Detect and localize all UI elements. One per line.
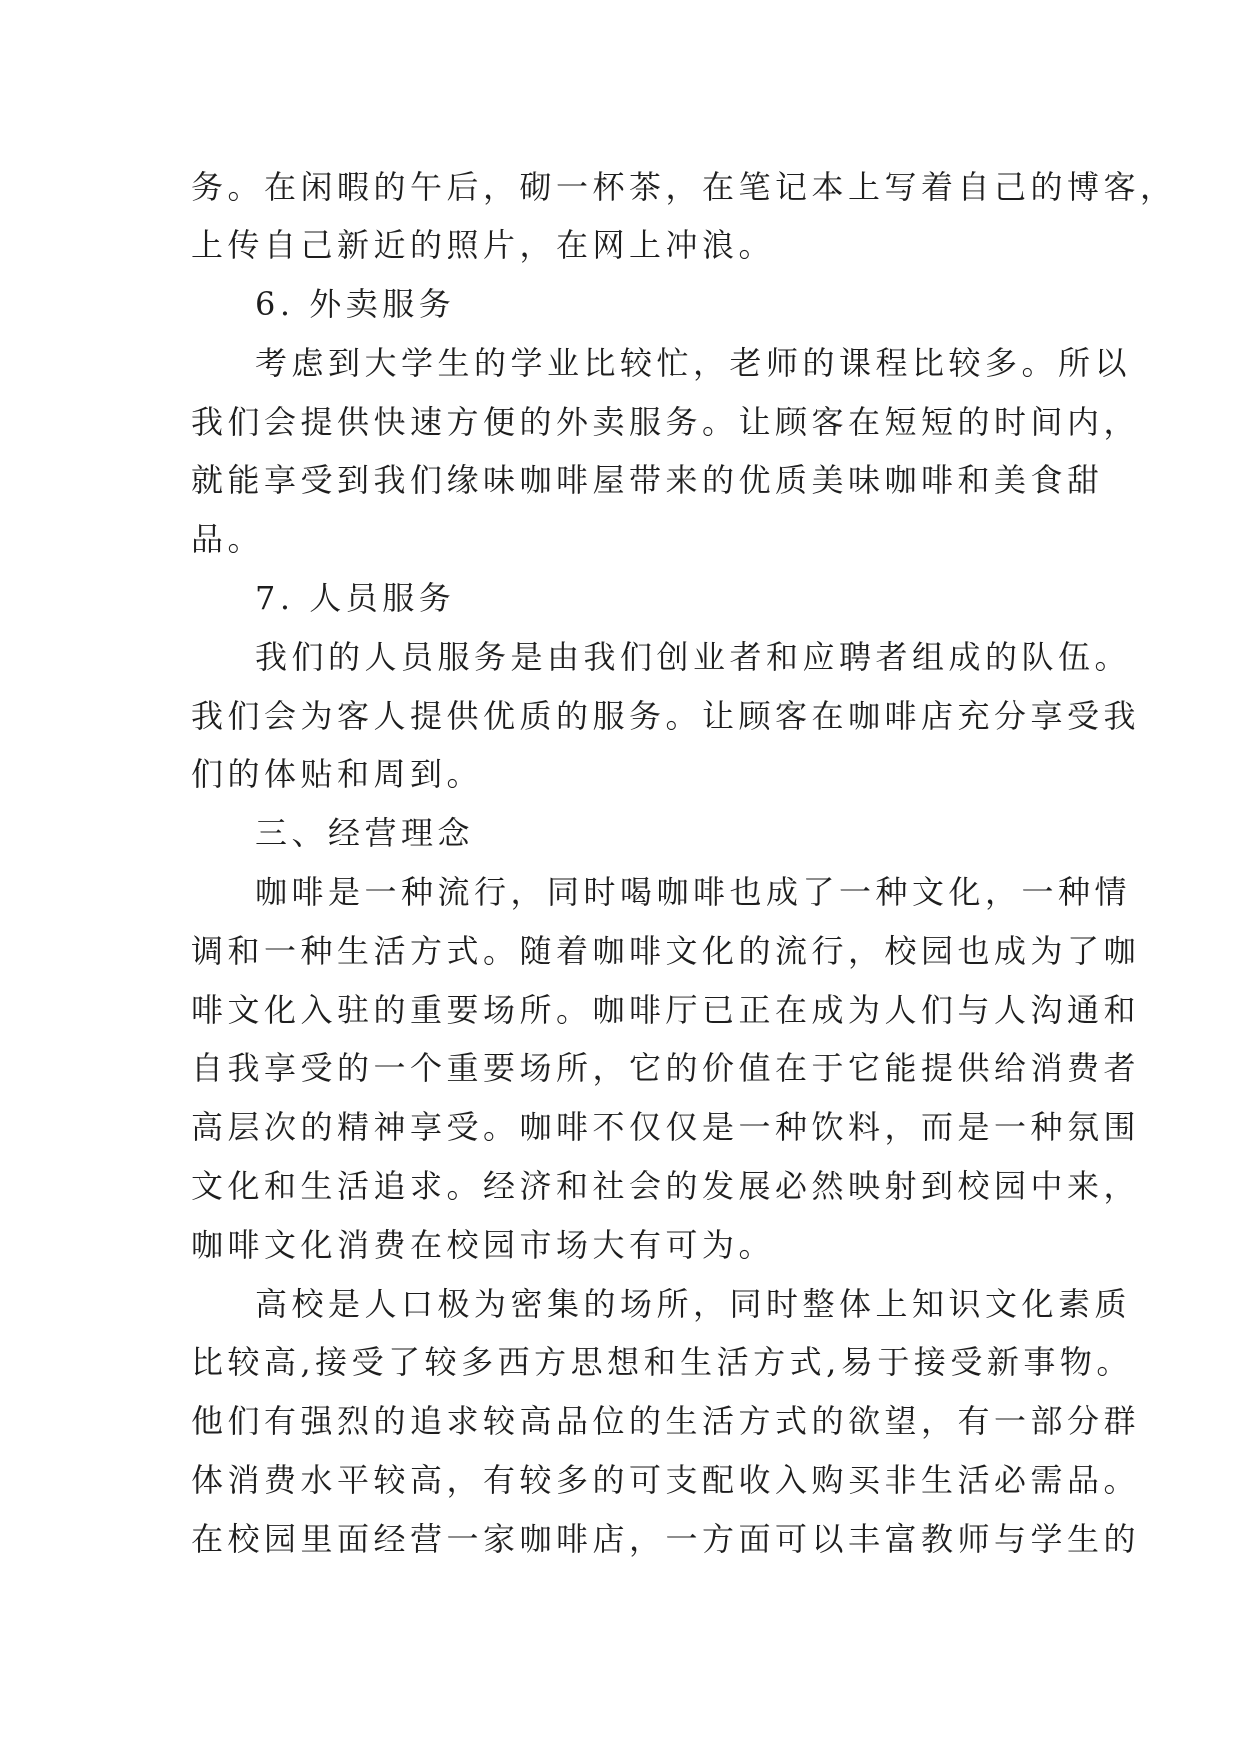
text-line: 咖啡是一种流行，同时喝咖啡也成了一种文化，一种情 xyxy=(255,873,1132,911)
text-line: 就能享受到我们缘味咖啡屋带来的优质美味咖啡和美食甜 xyxy=(191,461,1104,499)
text-line: 自我享受的一个重要场所，它的价值在于它能提供给消费者 xyxy=(191,1049,1141,1087)
text-line: 我们的人员服务是由我们创业者和应聘者组成的队伍。 xyxy=(255,638,1132,676)
text-line: 咖啡文化消费在校园市场大有可为。 xyxy=(191,1226,776,1264)
text-line: 比较高,接受了较多西方思想和生活方式,易于接受新事物。 xyxy=(191,1343,1133,1381)
text-line: 我们会提供快速方便的外卖服务。让顾客在短短的时间内， xyxy=(191,403,1141,441)
section-heading: 三、经营理念 xyxy=(255,814,475,852)
text-line: 文化和生活追求。经济和社会的发展必然映射到校园中来， xyxy=(191,1167,1141,1205)
text-line: 们的体贴和周到。 xyxy=(191,755,484,793)
text-line: 品。 xyxy=(191,520,265,558)
text-line: 他们有强烈的追求较高品位的生活方式的欲望，有一部分群 xyxy=(191,1402,1141,1440)
text-line: 高层次的精神享受。咖啡不仅仅是一种饮料，而是一种氛围 xyxy=(191,1108,1141,1146)
text-line: 啡文化入驻的重要场所。咖啡厅已正在成为人们与人沟通和 xyxy=(191,991,1141,1029)
section-heading: 6. 外卖服务 xyxy=(255,285,456,323)
text-line: 我们会为客人提供优质的服务。让顾客在咖啡店充分享受我 xyxy=(191,697,1141,735)
text-line: 体消费水平较高，有较多的可支配收入购买非生活必需品。 xyxy=(191,1461,1141,1499)
text-line: 调和一种生活方式。随着咖啡文化的流行，校园也成为了咖 xyxy=(191,932,1141,970)
text-line: 高校是人口极为密集的场所，同时整体上知识文化素质 xyxy=(255,1285,1132,1323)
text-line: 在校园里面经营一家咖啡店，一方面可以丰富教师与学生的 xyxy=(191,1520,1141,1558)
section-heading: 7. 人员服务 xyxy=(255,579,456,617)
text-line: 上传自己新近的照片，在网上冲浪。 xyxy=(191,226,776,264)
text-line: 务。在闲暇的午后，砌一杯茶，在笔记本上写着自己的博客， xyxy=(191,168,1177,206)
text-line: 考虑到大学生的学业比较忙，老师的课程比较多。所以 xyxy=(255,344,1132,382)
